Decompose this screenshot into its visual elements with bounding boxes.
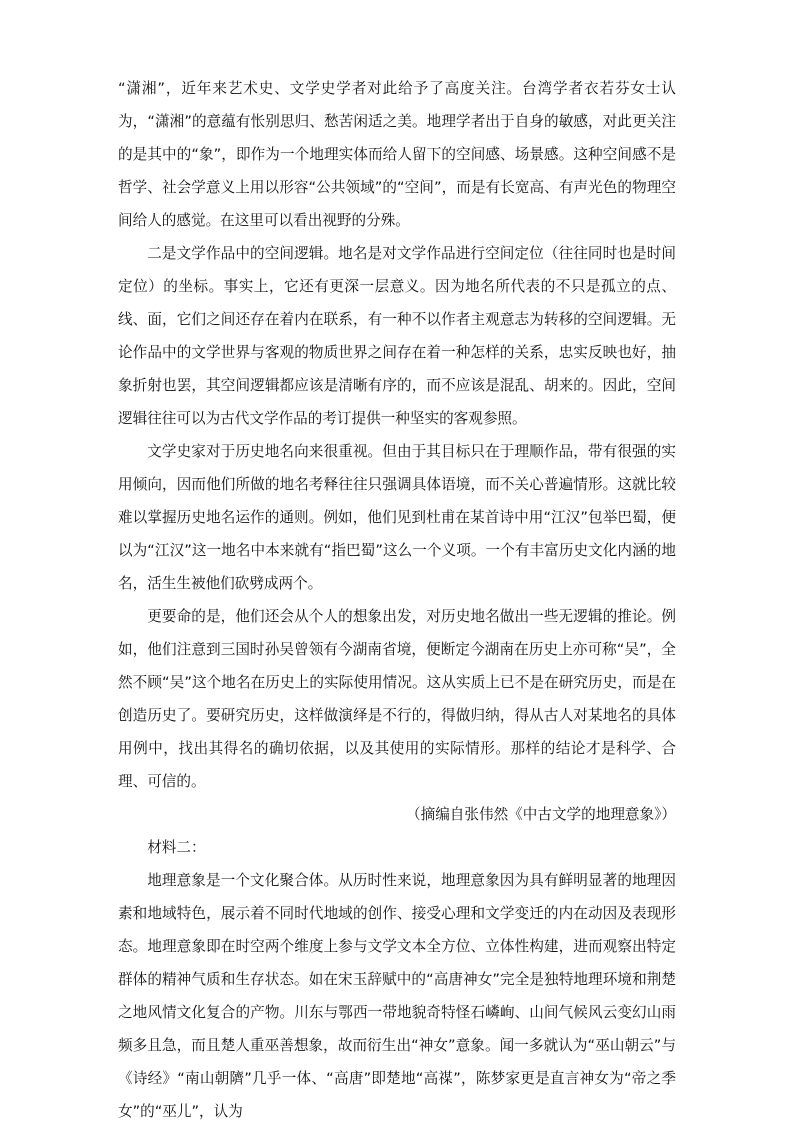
paragraph-worse: 更要命的是，他们还会从个人的想象出发，对历史地名做出一些无逻辑的推论。例如，他们注意到三国时孙吴曾领有今湖南省境，便断定今湖南在历史上亦可称“吴”，全然不顾“吴”这个地名在历史上的实际使用情况。这从实质上已不是在研究历史，而是在创造历史了。要研究历史，这样做演绎是不行的，得做归纳，得从古人对某地名的具体用例中，找出其得名的确切依据，以及其使用的实际情形。那样的结论才是科学、合理、可信的。 (118, 608, 676, 790)
paragraph-xiaoxiang: “潇湘”，近年来艺术史、文学史学者对此给予了高度关注。台湾学者衣若芬女士认为，“潇湘”的意蕴有怅别思归、愁苦闲适之美。地理学者出于自身的敏感，对此更关注的是其中的“象”，即作为一个地理实体而给人留下的空间感、场景感。这种空间感不是哲学、社会学意义上用以形容“公共领域”的“空间”，而是有长宽高、有声光色的物理空间给人的感觉。在这里可以看出视野的分殊。 (118, 80, 676, 229)
material-two-heading: 材料二： (147, 839, 206, 856)
document-page (118, 72, 676, 1128)
citation: （摘编自张伟然《中古文学的地理意象》） (406, 806, 676, 823)
paragraph-spatial-logic: 二是文学作品中的空间逻辑。地名是对文学作品进行空间定位（往往同时也是时间定位）的坐标。事实上，它还有更深一层意义。因为地名所代表的不只是孤立的点、线、面，它们之间还存在着内在联系，有一种不以作者主观意志为转移的空间逻辑。无论作品中的文学世界与客观的物质世界之间存在着一种怎样的关系，忠实反映也好，抽象折射也罢，其空间逻辑都应该是清晰有序的，而不应该是混乱、胡来的。因此，空间逻辑往往可以为古代文学作品的考订提供一种坚实的客观参照。 (118, 245, 676, 427)
paragraph-historians: 文学史家对于历史地名向来很重视。但由于其目标只在于理顺作品，带有很强的实用倾向，因而他们所做的地名考释往往只强调具体语境，而不关心普遍情形。这就比较难以掌握历史地名运作的通则。例如，他们见到杜甫在某首诗中用“江汉”包举巴蜀，便以为“江汉”这一地名中本来就有“指巴蜀”这么一个义项。一个有丰富历史文化内涵的地名，活生生被他们砍劈成两个。 (118, 443, 676, 592)
paragraph-geographic-imagery: 地理意象是一个文化聚合体。从历时性来说，地理意象因为具有鲜明显著的地理因素和地域特色，展示着不同时代地域的创作、接受心理和文学变迁的内在动因及表现形态。地理意象即在时空两个维度上参与文学文本全方位、立体性构建，进而观察出特定群体的精神气质和生存状态。如在宋玉辞赋中的“高唐神女”完全是独特地理环境和荆楚之地风情文化复合的产物。川东与鄂西一带地貌奇特怪石嶙峋、山间气候风云变幻山雨频多且急，而且楚人重巫善想象，故而衍生出“神女”意象。闻一多就认为“巫山朝云”与《诗经》“南山朝隮”几乎一体、“高唐”即楚地“高禖”，陈梦家更是直言神女为“帝之季女”的“巫儿”，认为 (118, 872, 676, 1120)
